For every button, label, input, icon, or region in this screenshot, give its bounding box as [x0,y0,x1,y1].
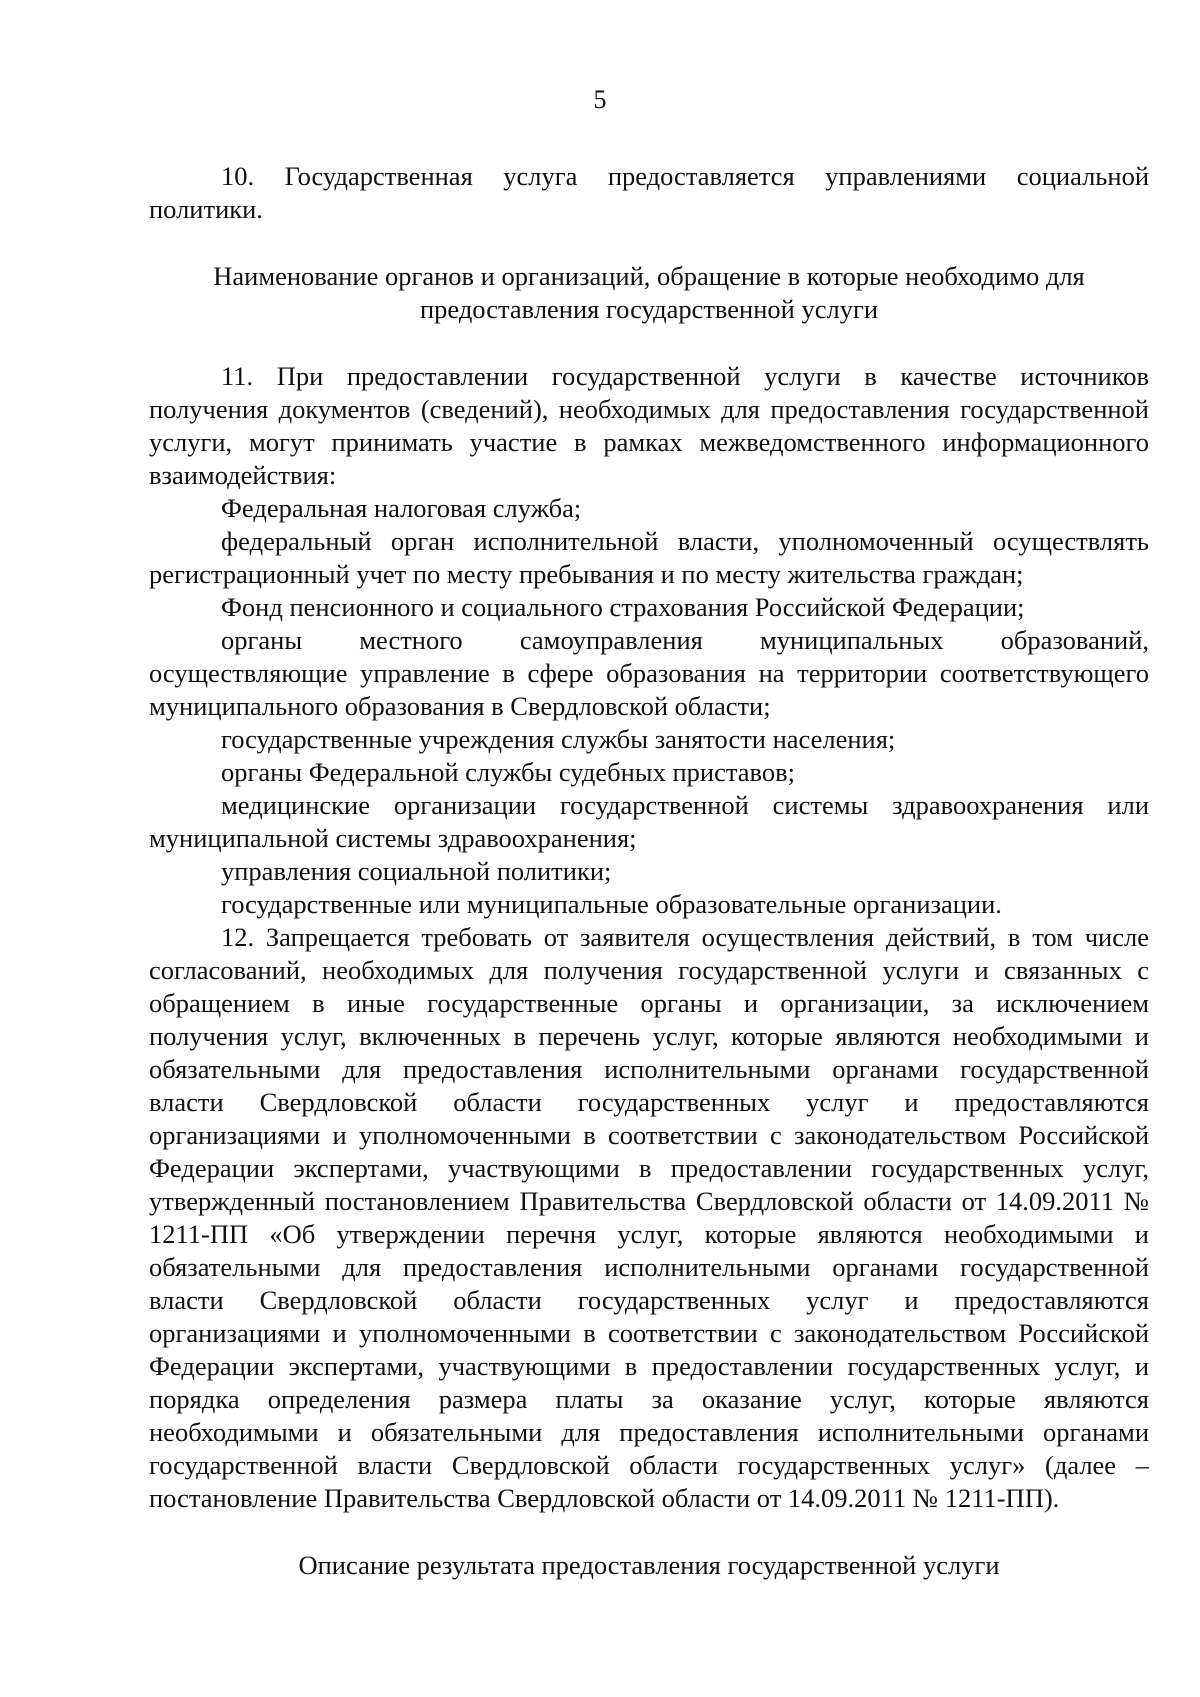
paragraph-10: 10. Государственная услуга предоставляется управлениями социальной политики. [149,161,1149,224]
paragraph-12: 12. Запрещается требовать от заявителя осуществления действий, в том числе согласований, необходимых для получения государственной услуги и связанных с обращением в иные государственные органы и организации, за исключением получения услуг, включенных в перечень услуг, которые являются необходимыми и обязательными для предоставления исполнительными органами государственной власти Свердловской области государственных услуг и предоставляются организациями и уполномоченными в соответствии с законодательством Российской Федерации экспертами, участвующими в предоставлении государственных услуг, утвержденный постановлением Правительства Свердловской области от 14.09.2011 № 1211-ПП «Об утверждении перечня услуг, которые являются необходимыми и обязательными для предоставления исполнительными органами государственной власти Свердловской области государственных услуг и предоставляются организациями и уполномоченными в соответствии с законодательством Российской Федерации экспертами, участвующими в предоставлении государственных услуг, и порядка определения размера платы за оказание услуг, которые являются необходимыми и обязательными для предоставления исполнительными органами государственной власти Свердловской области государственных услуг» (далее – постановление Правительства Свердловской области от 14.09.2011 № 1211-ПП). [149,922,1149,1513]
list-item-educational-organizations: государственные или муниципальные образовательные организации. [221,889,1002,919]
list-item-local-education-authorities: органы местного самоуправления муниципальных образований, осуществляющие управление в сфере образования на территории соответствующего муниципального образования в Свердловской области; [149,625,1149,721]
list-item-social-policy-departments: управления социальной политики; [221,856,612,886]
section-heading-organizations: Наименование органов и организаций, обращение в которые необходимо для предоставления государственной услуги [213,261,1085,324]
list-item-registration-authority: федеральный орган исполнительной власти, уполномоченный осуществлять регистрационный учет по месту пребывания и по месту жительства граждан; [149,526,1149,589]
list-item-tax-service: Федеральная налоговая служба; [221,493,582,523]
list-item-pension-fund: Фонд пенсионного и социального страхования Российской Федерации; [221,592,1025,622]
list-item-employment-service: государственные учреждения службы занятости населения; [221,724,896,754]
list-item-medical-organizations: медицинские организации государственной системы здравоохранения или муниципальной системы здравоохранения; [149,790,1149,853]
document-body [149,160,1149,1582]
list-item-bailiff-service: органы Федеральной службы судебных приставов; [221,757,795,787]
paragraph-11: 11. При предоставлении государственной услуги в качестве источников получения документов (сведений), необходимых для предоставления государственной услуги, могут принимать участие в рамках межведомственного информационного взаимодействия: [149,361,1149,490]
section-heading-result: Описание результата предоставления государственной услуги [298,1550,1000,1580]
page-number: 5 [593,85,607,114]
